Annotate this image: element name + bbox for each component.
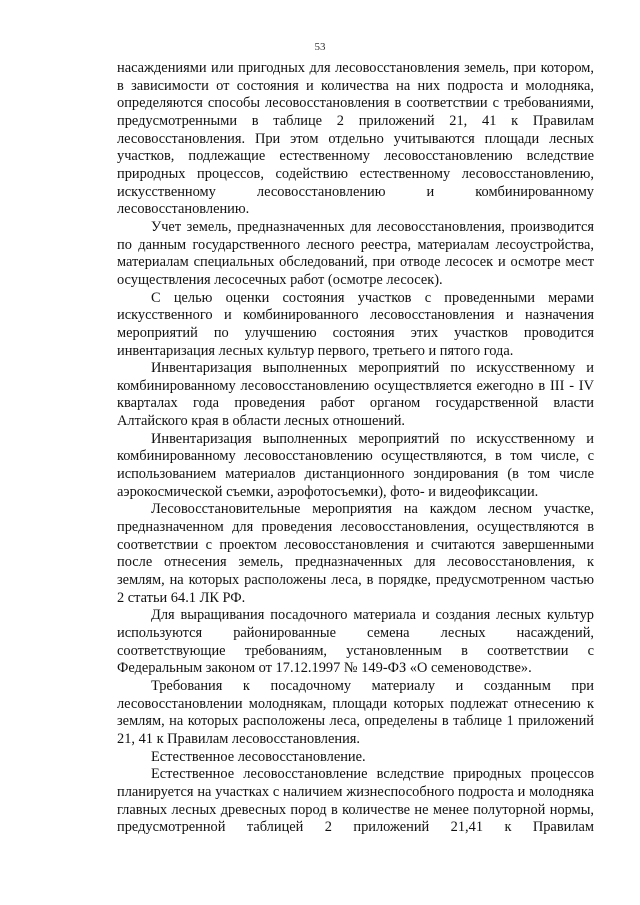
paragraph-inventory-schedule: Инвентаризация выполненных мероприятий по искусственному и комбинированному лесовосстановлению осуществляется ежегодно в III - IV кварталах года проведения работ органом государственной власти Алтайского края в области лесных отношений. [117,360,594,430]
section-heading-natural-reforestation: Естественное лесовосстановление. [151,748,366,765]
paragraph-continued: насаждениями или пригодных для лесовосстановления земель, при котором, в зависимости от состояния и количества на них подроста и молодняка, определяются способы лесовосстановления в соответствии с требованиями, предусмотренными в таблице 2 приложений 21, 41 к Правилам лесовосстановления. При этом отдельно учитываются площади лесных участков, подлежащие естественному лесовосстановлению вследствие природных процессов, содействию естественному лесовосстановлению, искусственному лесовосстановлению и комбинированному лесовосстановлению. [117,60,594,218]
paragraph-inventory-methods: Инвентаризация выполненных мероприятий по искусственному и комбинированному лесовосстановлению осуществляются, в том числе, с использованием материалов дистанционного зондирования (в том числе аэрокосмической съемки, аэрофотосъемки), фото- и видеофиксации. [117,430,594,500]
paragraph-assessment-purpose: С целью оценки состояния участков с проведенными мерами искусственного и комбинированного лесовосстановления и назначения мероприятий по улучшению состояния этих участков проводится инвентаризация лесных культур первого, третьего и пятого года. [117,289,594,359]
paragraph-seed-requirements: Для выращивания посадочного материала и создания лесных культур используются районированные семена лесных насаждений, соответствующие требованиям, установленным в соответствии с Федеральным законом от 17.12.1997 № 149-ФЗ «О семеноводстве». [117,607,594,677]
page-number: 53 [314,41,326,53]
paragraph-planting-requirements: Требования к посадочному материалу и созданным при лесовосстановлении молоднякам, площади которых подлежат отнесению к землям, на которых расположены леса, определены в таблице 1 приложений 21, 41 к Правилам лесовосстановления. [117,677,594,747]
paragraph-reforestation-measures: Лесовосстановительные мероприятия на каждом лесном участке, предназначенном для проведения лесовосстановления, осуществляются в соответствии с проектом лесовосстановления и считаются завершенными после отнесения земель, предназначенных для лесовосстановления, к землям, на которых расположены леса, в порядке, предусмотренном частью 2 статьи 64.1 ЛК РФ. [117,501,594,606]
paragraph-natural-reforestation: Естественное лесовосстановление вследствие природных процессов планируется на участках с наличием жизнеспособного подроста и молодняка главных лесных древесных пород в количестве не менее полуторной нормы, предусмотренной таблицей 2 приложений 21,41 к Правилам [117,766,594,836]
paragraph-land-accounting: Учет земель, предназначенных для лесовосстановления, производится по данным государственного лесного реестра, материалам лесоустройства, материалам специальных обследований, при отводе лесосек и осмотре мест осуществления лесосечных работ (осмотре лесосек). [117,218,594,288]
document-body [117,60,594,837]
